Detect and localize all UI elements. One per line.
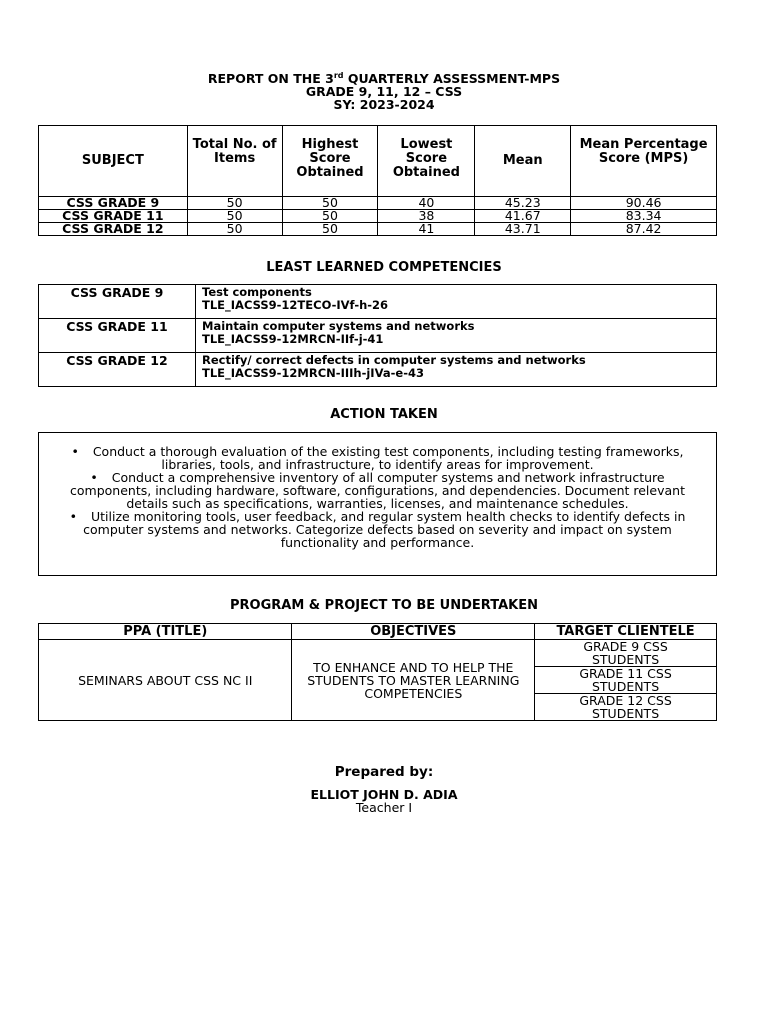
action-item: • Conduct a thorough evaluation of the existing test components, including testing frameworks, libraries, tools, and infrastructure, to identify areas for improvement. [49, 445, 706, 471]
mps-cell-total: 50 [187, 210, 282, 223]
llc-table [38, 284, 717, 387]
ppa-cell-objective: TO ENHANCE AND TO HELP THE STUDENTS TO MASTER LEARNING COMPETENCIES [292, 640, 535, 721]
llc-competency: Rectify/ correct defects in computer systems and networks [202, 353, 586, 367]
mps-header-highest: Highest Score Obtained [282, 126, 378, 197]
mps-cell-highest: 50 [282, 197, 378, 210]
mps-cell-total: 50 [187, 223, 282, 236]
ppa-header-title: PPA (TITLE) [39, 624, 292, 640]
action-box [38, 432, 717, 576]
mps-cell-mps: 87.42 [571, 223, 717, 236]
mps-cell-subject: CSS GRADE 12 [39, 223, 188, 236]
llc-competency: Maintain computer systems and networks [202, 319, 475, 333]
ppa-header-objectives: OBJECTIVES [292, 624, 535, 640]
report-subtitle-grade: GRADE 9, 11, 12 – CSS [305, 84, 463, 99]
ppa-cell-clientele: GRADE 12 CSS STUDENTS [535, 694, 717, 721]
llc-title: LEAST LEARNED COMPETENCIES [266, 260, 502, 275]
mps-cell-mps: 83.34 [571, 210, 717, 223]
ppa-title: PROGRAM & PROJECT TO BE UNDERTAKEN [230, 598, 538, 613]
ppa-cell-title: SEMINARS ABOUT CSS NC II [39, 640, 292, 721]
mps-header-mps: Mean Percentage Score (MPS) [571, 126, 717, 197]
report-title-pre: REPORT ON THE 3 [207, 71, 334, 86]
mps-header-total-items: Total No. of Items [187, 126, 282, 197]
llc-competency: Test components [202, 285, 312, 299]
mps-cell-lowest: 41 [378, 223, 475, 236]
mps-cell-highest: 50 [282, 210, 378, 223]
mps-cell-highest: 50 [282, 223, 378, 236]
action-item: • Utilize monitoring tools, user feedback, and regular system health checks to identify defects in computer systems and networks. Categorize defects based on severity and impact on system functionality and performance. [49, 510, 706, 549]
llc-code: TLE_IACSS9-12MRCN-IIf-j-41 [202, 332, 384, 346]
ppa-header-row [39, 624, 717, 640]
llc-grade: CSS GRADE 11 [39, 319, 196, 353]
mps-cell-mean: 43.71 [475, 223, 571, 236]
llc-row [39, 353, 717, 387]
llc-row [39, 319, 717, 353]
prepared-by-label: Prepared by: [334, 764, 434, 780]
preparer-name: ELLIOT JOHN D. ADIA [310, 787, 458, 802]
mps-cell-lowest: 40 [378, 197, 475, 210]
mps-row [39, 223, 717, 236]
report-subtitle-sy: SY: 2023-2024 [333, 97, 435, 112]
mps-cell-lowest: 38 [378, 210, 475, 223]
report-title-post: QUARTERLY ASSESSMENT-MPS [343, 71, 561, 86]
ppa-header-clientele: TARGET CLIENTELE [535, 624, 717, 640]
llc-code: TLE_IACSS9-12MRCN-IIIh-jIVa-e-43 [202, 366, 424, 380]
action-list [39, 433, 716, 549]
llc-grade: CSS GRADE 9 [39, 285, 196, 319]
mps-cell-mps: 90.46 [571, 197, 717, 210]
mps-cell-subject: CSS GRADE 9 [39, 197, 188, 210]
llc-code: TLE_IACSS9-12TECO-IVf-h-26 [202, 298, 389, 312]
llc-competency-cell [196, 353, 717, 387]
llc-competency-cell [196, 285, 717, 319]
mps-cell-subject: CSS GRADE 11 [39, 210, 188, 223]
mps-header-lowest: Lowest Score Obtained [378, 126, 475, 197]
ppa-cell-clientele: GRADE 11 CSS STUDENTS [535, 667, 717, 694]
llc-competency-cell [196, 319, 717, 353]
mps-header-mean: Mean [475, 126, 571, 197]
action-title: ACTION TAKEN [330, 407, 438, 422]
ppa-row [39, 640, 717, 667]
ppa-table [38, 623, 717, 721]
mps-table [38, 125, 717, 236]
action-item: • Conduct a comprehensive inventory of all computer systems and network infrastructure components, including hardware, software, configurations, and dependencies. Document relevant details such as specifications, warranties, licenses, and maintenance schedules. [49, 471, 706, 510]
report-title-sup: rd [333, 71, 344, 80]
llc-grade: CSS GRADE 12 [39, 353, 196, 387]
mps-header-subject: SUBJECT [39, 126, 188, 197]
mps-cell-total: 50 [187, 197, 282, 210]
mps-cell-mean: 45.23 [475, 197, 571, 210]
mps-header-row [39, 126, 717, 197]
mps-cell-mean: 41.67 [475, 210, 571, 223]
ppa-cell-clientele: GRADE 9 CSS STUDENTS [535, 640, 717, 667]
llc-row [39, 285, 717, 319]
preparer-position: Teacher I [355, 800, 413, 815]
